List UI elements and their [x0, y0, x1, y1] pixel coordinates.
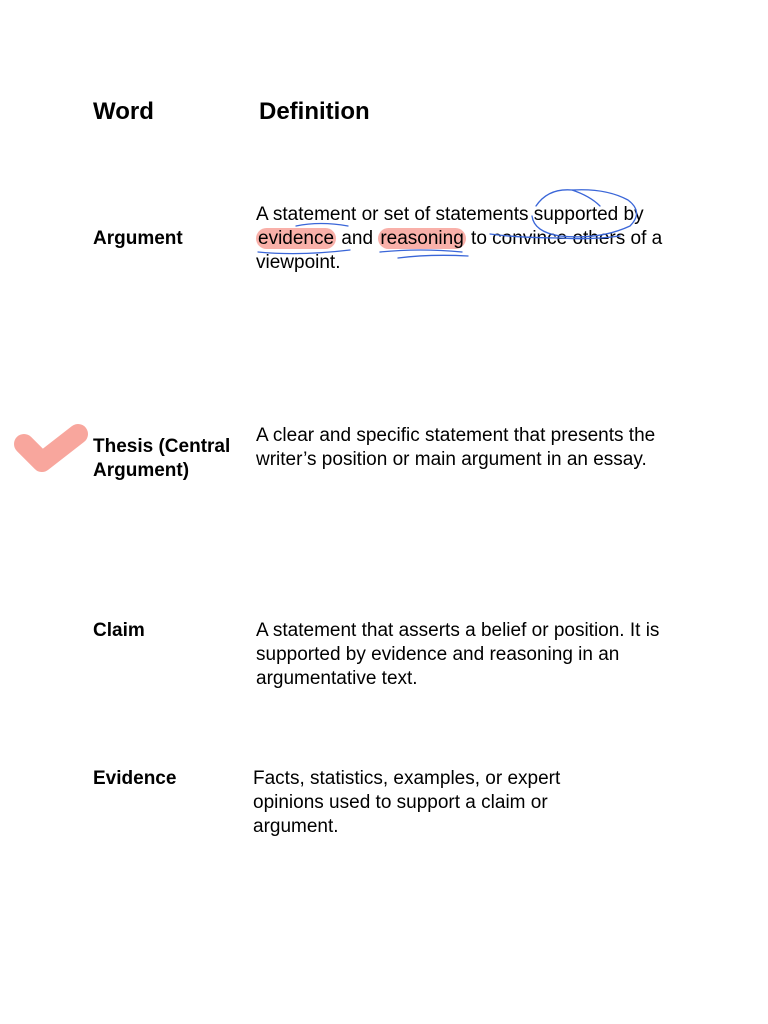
highlight-reasoning: reasoning — [380, 228, 464, 249]
term-argument: Argument — [93, 228, 183, 249]
definition-thesis: A clear and specific statement that presents the writer’s position or main argument in an essay. — [256, 425, 656, 470]
term-evidence: Evidence — [93, 768, 177, 789]
definition-evidence: Facts, statistics, examples, or expert opinions used to support a claim or argument. — [253, 768, 561, 837]
definition-claim: A statement that asserts a belief or position. It is supported by evidence and reasoning in an argumentative text. — [256, 620, 660, 689]
term-thesis: Thesis (Central Argument) — [93, 436, 231, 481]
check-mark-icon — [12, 420, 88, 480]
word-column-header: Word — [93, 98, 154, 125]
definition-column-header: Definition — [259, 98, 370, 125]
definition-argument-part-3: and — [336, 228, 379, 249]
definition-argument — [256, 203, 686, 275]
definition-argument-part-1: A statement or set of statements supported by — [256, 204, 644, 225]
highlight-evidence: evidence — [258, 228, 335, 249]
definition-argument-part-5: to convince others of a viewpoint. — [256, 228, 663, 273]
term-claim: Claim — [93, 620, 145, 641]
